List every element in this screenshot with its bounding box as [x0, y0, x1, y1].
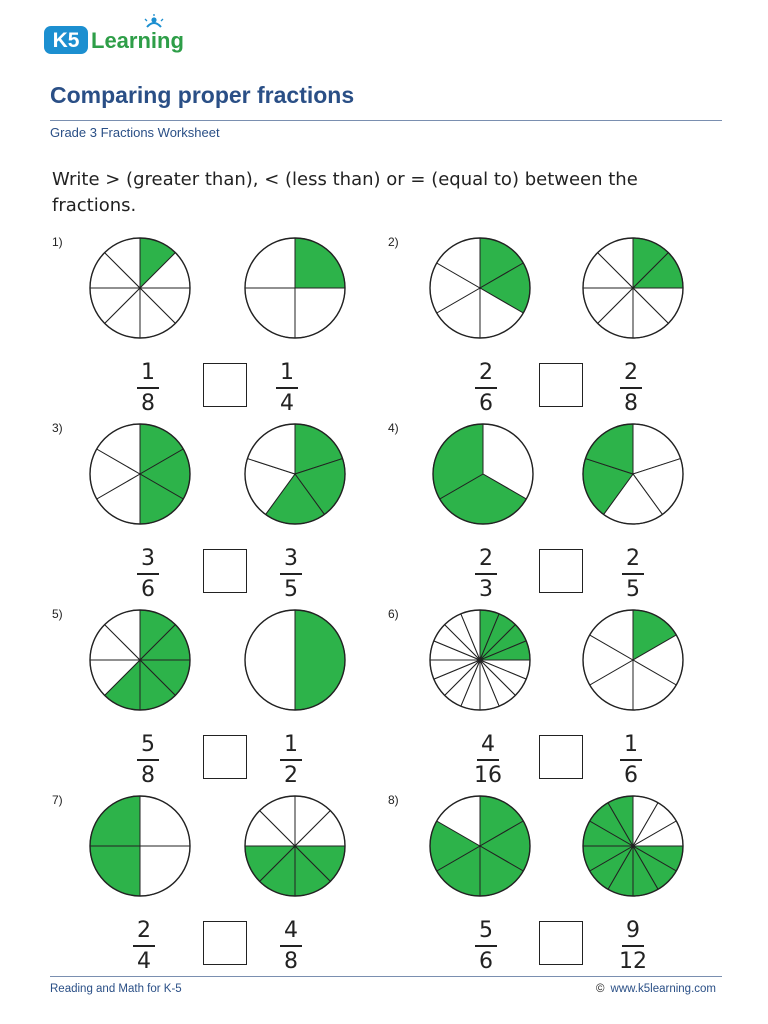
fraction-bar: [475, 573, 497, 575]
footer-divider: [50, 976, 722, 977]
problem-4: [388, 421, 718, 606]
fraction-bar: [622, 945, 644, 947]
answer-box[interactable]: [203, 735, 247, 779]
problem-8: [388, 793, 718, 978]
fraction-numerator: 1: [141, 360, 155, 385]
logo-figure-arms: [147, 23, 161, 27]
fraction-left: [123, 733, 173, 788]
fraction-numerator: 5: [479, 918, 493, 943]
problem-number: 2): [388, 235, 399, 249]
fraction-right: [262, 361, 312, 416]
worksheet-subtitle: Grade 3 Fractions Worksheet: [50, 125, 220, 140]
fraction-denominator: 8: [141, 390, 155, 416]
fraction-right: [266, 733, 316, 788]
k5-learning-logo: [44, 14, 204, 58]
fraction-numerator: 4: [481, 732, 495, 757]
fraction-numerator: 2: [479, 360, 493, 385]
fraction-circle-left: [87, 235, 193, 341]
fraction-bar: [137, 759, 159, 761]
fraction-circle-left: [87, 421, 193, 527]
fraction-numerator: 1: [280, 360, 294, 385]
fraction-left: [461, 361, 511, 416]
problem-number: 1): [52, 235, 63, 249]
fraction-numerator: 2: [137, 918, 151, 943]
fraction-circle-left: [427, 607, 533, 713]
problem-2: [388, 235, 718, 420]
fraction-denominator: 5: [284, 576, 298, 602]
fraction-bar: [622, 573, 644, 575]
title-divider: [50, 120, 722, 121]
fraction-circle-right: [242, 793, 348, 899]
problem-5: [52, 607, 382, 792]
fraction-denominator: 6: [479, 948, 493, 974]
fraction-bar: [276, 387, 298, 389]
fraction-right: [606, 361, 656, 416]
page-title: Comparing proper fractions: [50, 82, 355, 108]
fraction-circle-right: [580, 607, 686, 713]
fraction-denominator: 3: [479, 576, 493, 602]
problem-number: 3): [52, 421, 63, 435]
instructions: Write > (greater than), < (less than) or = (equal to) between the fractions.: [52, 169, 638, 216]
answer-box[interactable]: [539, 735, 583, 779]
fraction-numerator: 4: [284, 918, 298, 943]
fraction-circle-left: [430, 421, 536, 527]
fraction-bar: [475, 945, 497, 947]
fraction-denominator: 4: [137, 948, 151, 974]
problem-1: [52, 235, 382, 420]
fraction-denominator: 6: [624, 762, 638, 788]
fraction-denominator: 8: [624, 390, 638, 416]
shaded-slice: [295, 610, 345, 710]
fraction-denominator: 5: [626, 576, 640, 602]
fraction-denominator: 16: [474, 762, 502, 788]
fraction-bar: [477, 759, 499, 761]
copyright-icon: ©: [596, 983, 605, 995]
logo-k5-text: K5: [52, 29, 80, 52]
logo-learning-text: Learning: [91, 28, 184, 53]
fraction-numerator: 2: [479, 546, 493, 571]
fraction-denominator: 4: [280, 390, 294, 416]
fraction-circle-left: [87, 607, 193, 713]
fraction-circle-left: [87, 793, 193, 899]
fraction-denominator: 8: [141, 762, 155, 788]
answer-box[interactable]: [203, 921, 247, 965]
fraction-circle-right: [242, 421, 348, 527]
fraction-bar: [137, 573, 159, 575]
fraction-circle-left: [427, 235, 533, 341]
problem-7: [52, 793, 382, 978]
fraction-left: [461, 919, 511, 974]
fraction-left: [119, 919, 169, 974]
footer-site: [596, 983, 716, 995]
fraction-bar: [137, 387, 159, 389]
fraction-circle-right: [580, 793, 686, 899]
fraction-circle-right: [242, 235, 348, 341]
fraction-circle-right: [580, 235, 686, 341]
problem-3: [52, 421, 382, 606]
fraction-bar: [133, 945, 155, 947]
fraction-bar: [475, 387, 497, 389]
fraction-left: [123, 547, 173, 602]
logo-figure-head: [151, 17, 156, 22]
unshaded-slice: [245, 610, 295, 710]
answer-box[interactable]: [203, 549, 247, 593]
fraction-bar: [280, 945, 302, 947]
fraction-denominator: 12: [619, 948, 647, 974]
fraction-denominator: 2: [284, 762, 298, 788]
fraction-left: [463, 733, 513, 788]
fraction-bar: [620, 387, 642, 389]
fraction-bar: [280, 759, 302, 761]
answer-box[interactable]: [539, 363, 583, 407]
fraction-circle-right: [242, 607, 348, 713]
fraction-numerator: 9: [626, 918, 640, 943]
fraction-right: [608, 919, 658, 974]
problem-number: 7): [52, 793, 63, 807]
fraction-numerator: 5: [141, 732, 155, 757]
fraction-circle-right: [580, 421, 686, 527]
answer-box[interactable]: [203, 363, 247, 407]
footer-url[interactable]: www.k5learning.com: [610, 983, 716, 995]
fraction-right: [608, 547, 658, 602]
fraction-numerator: 1: [624, 732, 638, 757]
fraction-numerator: 3: [284, 546, 298, 571]
footer-tagline: Reading and Math for K-5: [50, 983, 182, 995]
fraction-left: [123, 361, 173, 416]
fraction-denominator: 8: [284, 948, 298, 974]
fraction-bar: [280, 573, 302, 575]
fraction-right: [266, 547, 316, 602]
fraction-right: [266, 919, 316, 974]
fraction-denominator: 6: [141, 576, 155, 602]
fraction-numerator: 3: [141, 546, 155, 571]
problem-6: [388, 607, 718, 792]
fraction-bar: [620, 759, 642, 761]
answer-box[interactable]: [539, 549, 583, 593]
problem-number: 5): [52, 607, 63, 621]
fraction-denominator: 6: [479, 390, 493, 416]
fraction-right: [606, 733, 656, 788]
fraction-numerator: 2: [624, 360, 638, 385]
fraction-circle-left: [427, 793, 533, 899]
problem-number: 8): [388, 793, 399, 807]
problem-number: 6): [388, 607, 399, 621]
fraction-numerator: 1: [284, 732, 298, 757]
fraction-left: [461, 547, 511, 602]
answer-box[interactable]: [539, 921, 583, 965]
fraction-numerator: 2: [626, 546, 640, 571]
problem-number: 4): [388, 421, 399, 435]
